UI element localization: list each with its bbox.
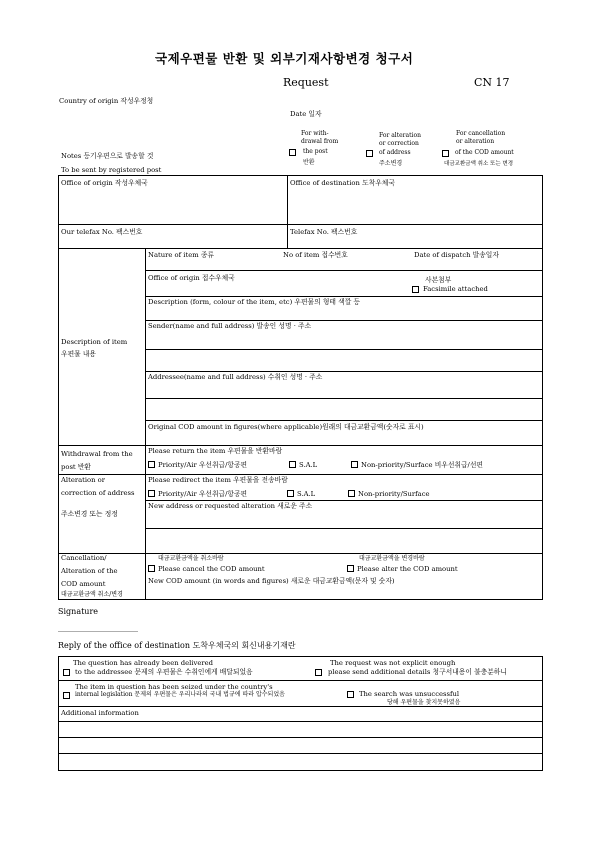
new-cod-amount-label: New COD amount (in words and figures) 새로운 대금교환금액(문자 및 숫자) — [148, 577, 395, 585]
option-address-text: of address — [379, 149, 411, 156]
form-code: CN 17 — [474, 76, 510, 89]
withdrawal-label-2: post 반환 — [61, 463, 91, 471]
alteration-label-2: correction of address — [61, 489, 135, 497]
alteration-sal-option[interactable]: S.A.L — [287, 490, 315, 499]
copy-attached-label: 사본첨부 — [425, 276, 452, 284]
alter-cod-label-ko: 대금교환금액을 변경바람 — [359, 555, 425, 562]
main-form-table — [58, 175, 543, 600]
withdrawal-priority-option[interactable]: Priority/Air 우선취급/항공편 — [148, 461, 247, 470]
office-of-origin-posting-label: Office of origin 접수우체국 — [148, 274, 235, 282]
option-address-text: For alteration — [379, 132, 421, 139]
description-of-item-label-ko: 우편물 내용 — [61, 350, 96, 358]
option-cod-text: 대금교환금액 취소 또는 변경 — [444, 161, 514, 167]
item-number-label: No of item 접수번호 — [283, 251, 348, 259]
facsimile-checkbox[interactable] — [412, 286, 419, 293]
notes-label: Notes 등기우편으로 발송할 것 — [61, 152, 154, 160]
option-withdrawal-text: drawal from — [301, 138, 339, 145]
option-cod-text: of the COD amount — [455, 149, 514, 156]
cancellation-label: Cancellation/ — [61, 554, 107, 562]
withdrawal-priority-checkbox[interactable] — [148, 461, 155, 468]
option-withdrawal-text: For with- — [301, 130, 329, 137]
search-unsuccessful-checkbox[interactable] — [347, 691, 354, 698]
option-withdrawal-text: 반환 — [303, 159, 315, 166]
alteration-sal-checkbox[interactable] — [287, 490, 294, 497]
cancellation-label-3: COD amount — [61, 580, 106, 588]
delivered-checkbox[interactable] — [63, 669, 70, 676]
option-address-text: 주소변경 — [379, 160, 403, 167]
option-withdrawal-text: the post — [303, 148, 328, 155]
option-withdrawal-checkbox[interactable] — [289, 149, 296, 156]
withdrawal-label: Withdrawal from the — [61, 450, 133, 458]
option-address-text: or correction — [379, 140, 419, 147]
reply-section-title: Reply of the office of destination 도착우체국의 회신내용기재란 — [58, 641, 296, 650]
search-unsuccessful-text-2: 당해 우편물을 찾지못하였음 — [387, 699, 461, 706]
alteration-priority-option[interactable]: Priority/Air 우선취급/항공편 — [148, 490, 247, 499]
alteration-label: Alteration or — [61, 476, 106, 484]
cancellation-label-ko: 대금교환금액 취소/변경 — [61, 591, 123, 598]
cancellation-label-2: Alteration of the — [61, 567, 118, 575]
option-cod-text: or alteration — [456, 138, 495, 145]
not-explicit-text-2: please send additional details 청구서내용이 불충분하니 — [328, 668, 507, 676]
dispatch-date-label: Date of dispatch 발송일자 — [414, 251, 499, 259]
date-label: Date 일자 — [290, 110, 322, 118]
seized-checkbox[interactable] — [63, 692, 70, 699]
option-address-checkbox[interactable] — [366, 150, 373, 157]
seized-text: The item in question has been seized under the country's — [75, 683, 273, 691]
sender-label: Sender(name and full address) 발송인 성명 · 주소 — [148, 322, 312, 330]
not-explicit-text: The request was not explicit enough — [330, 659, 456, 667]
office-of-destination-label: Office of destination 도착우체국 — [290, 179, 395, 187]
country-of-origin-label: Country of origin 작성우정청 — [59, 97, 154, 105]
delivered-text: The question has already been delivered — [73, 659, 213, 667]
alter-cod-option[interactable]: Please alter the COD amount — [347, 565, 458, 574]
additional-information-label: Additional information — [61, 709, 139, 717]
telefax-label: Telefax No. 팩스번호 — [290, 228, 358, 236]
alteration-non-priority-option[interactable]: Non-priority/Surface — [348, 490, 430, 499]
redirect-item-instruction: Please redirect the item 우편물을 전송바람 — [148, 476, 288, 484]
seized-text-2: internal legislation 문제의 우편물은 우리나라의 국내 법규에 따라 압수되었음 — [75, 691, 285, 698]
withdrawal-sal-option[interactable]: S.A.L — [289, 461, 317, 470]
not-explicit-checkbox[interactable] — [315, 669, 322, 676]
alteration-label-ko: 주소변경 또는 정정 — [61, 510, 118, 518]
our-telefax-label: Our telefax No. 팩스번호 — [61, 228, 143, 236]
registered-post-note: To be sent by registered post — [61, 166, 162, 174]
withdrawal-non-priority-checkbox[interactable] — [351, 461, 358, 468]
option-cod-text: For cancellation — [456, 130, 506, 137]
alter-cod-checkbox[interactable] — [347, 565, 354, 572]
return-item-instruction: Please return the item 우편물을 반환바람 — [148, 447, 283, 455]
office-of-origin-label: Office of origin 작성우체국 — [61, 179, 148, 187]
addressee-label: Addressee(name and full address) 수취인 성명 · 주소 — [148, 373, 323, 381]
form-title-english: Request — [283, 76, 329, 89]
signature-line: ____________________ — [58, 623, 138, 632]
nature-of-item-label: Nature of item 종류 — [148, 251, 214, 259]
item-description-label: Description (form, colour of the item, etc) 우편물의 형태 색깔 등 — [148, 298, 361, 306]
delivered-text-2: to the addressee 문제의 우편물은 수취인에게 배달되었음 — [75, 668, 253, 676]
original-cod-label: Original COD amount in figures(where applicable)원래의 대금교환금액(숫자로 표시) — [148, 423, 424, 431]
cancel-cod-checkbox[interactable] — [148, 565, 155, 572]
form-title-korean: 국제우편물 반환 및 외부기재사항변경 청구서 — [155, 51, 414, 66]
description-of-item-label: Description of item — [61, 338, 128, 346]
cancel-cod-label-ko: 대금교환금액을 취소바람 — [158, 555, 224, 562]
new-address-label: New address or requested alteration 새로운 주소 — [148, 502, 313, 510]
option-cod-checkbox[interactable] — [442, 150, 449, 157]
withdrawal-non-priority-option[interactable]: Non-priority/Surface 비우선취급/선편 — [351, 461, 483, 470]
signature-label: Signature — [58, 607, 99, 616]
cancel-cod-option[interactable]: Please cancel the COD amount — [148, 565, 265, 574]
withdrawal-sal-checkbox[interactable] — [289, 461, 296, 468]
alteration-priority-checkbox[interactable] — [148, 490, 155, 497]
facsimile-attached-label: Facsimile attached — [423, 285, 488, 293]
search-unsuccessful-text: The search was unsuccessful — [359, 690, 460, 698]
alteration-non-priority-checkbox[interactable] — [348, 490, 355, 497]
